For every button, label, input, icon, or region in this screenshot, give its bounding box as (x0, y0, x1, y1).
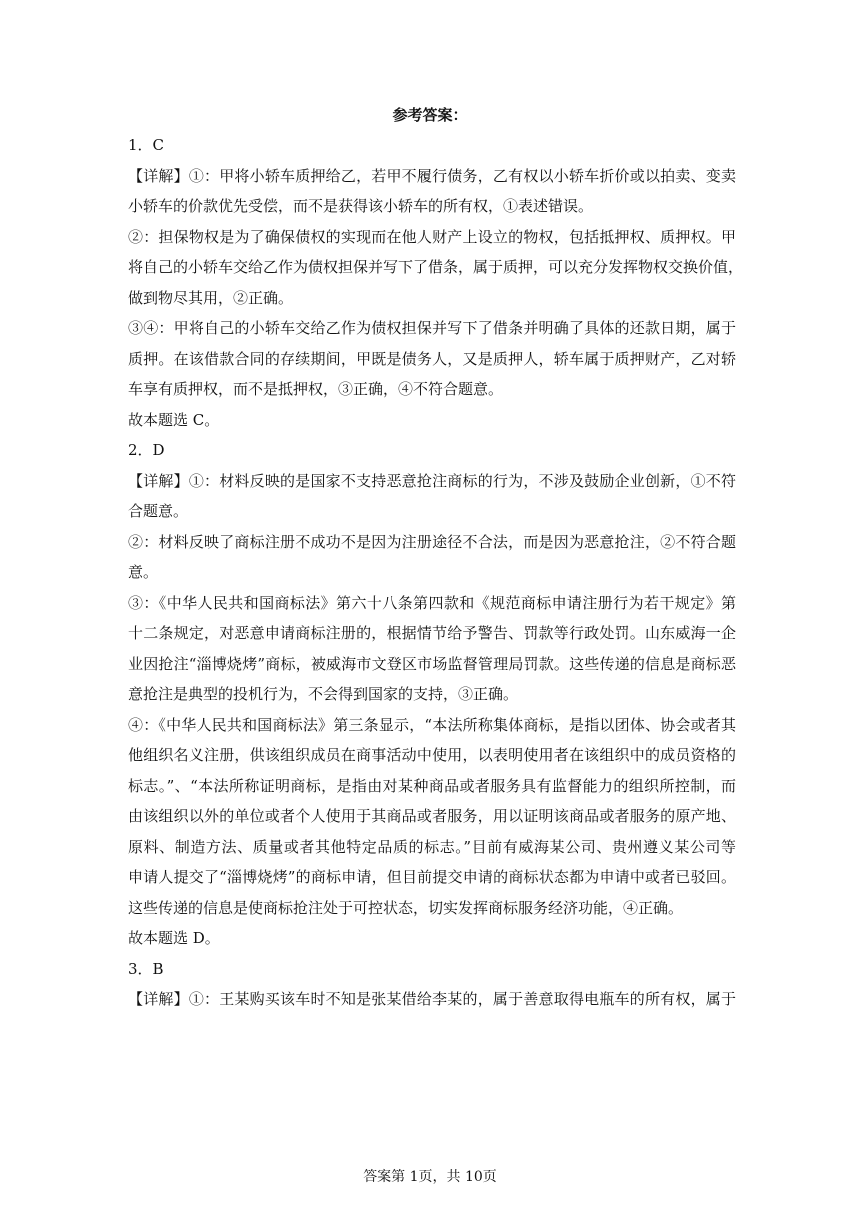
text-line: 【详解】①：材料反映的是国家不支持恶意抢注商标的行为，不涉及鼓励企业创新，①不符 (128, 471, 736, 490)
text-line: 申请人提交了“淄博烧烤”的商标申请，但目前提交申请的商标状态都为申请中或者已驳回。 (128, 868, 736, 886)
text-line: 业因抢注“淄博烧烤”商标，被威海市文登区市场监督管理局罚款。这些传递的信息是商标恶 (128, 654, 736, 673)
text-line: ②：担保物权是为了确保债权的实现而在他人财产上设立的物权，包括抵押权、质押权。甲 (128, 227, 736, 246)
text-line: 他组织名义注册，供该组织成员在商事活动中使用，以表明使用者在该组织中的成员资格的 (128, 746, 736, 764)
text-line: 原料、制造方法、质量或者其他特定品质的标志。”目前有威海某公司、贵州遵义某公司等 (128, 837, 736, 856)
text-line: 将自己的小轿车交给乙作为债权担保并写下了借条，属于质押，可以充分发挥物权交换价值， (128, 258, 744, 276)
page-footer: 答案第 1页，共 10页 (363, 1169, 497, 1185)
page-title: 参考答案： (392, 106, 468, 124)
text-line: 意抢注是典型的投机行为，不会得到国家的支持，③正确。 (128, 685, 519, 703)
text-line: 标志。”、“本法所称证明商标，是指由对某种商品或者服务具有监督能力的组织所控制，而 (128, 776, 736, 795)
text-line: 小轿车的价款优先受偿，而不是获得该小轿车的所有权，①表述错误。 (128, 197, 594, 215)
text-line: 质押。在该借款合同的存续期间，甲既是债务人，又是质押人，轿车属于质押财产，乙对轿 (128, 349, 736, 368)
text-line: 由该组织以外的单位或者个人使用于其商品或者服务，用以证明该商品或者服务的原产地、 (128, 807, 736, 825)
text-line: 十二条规定，对恶意申请商标注册的，根据情节给予警告、罚款等行政处罚。山东威海一企 (128, 624, 736, 642)
text-line: 车享有质押权，而不是抵押权，③正确，④不符合题意。 (128, 380, 504, 398)
text-line: ②：材料反映了商标注册不成功不是因为注册途径不合法，而是因为恶意抢注，②不符合题 (128, 532, 736, 551)
text-line: 合题意。 (128, 502, 189, 520)
text-line: 3．B (128, 959, 164, 978)
text-line: 做到物尽其用，②正确。 (128, 288, 294, 307)
text-line: ③：《中华人民共和国商标法》第六十八条第四款和《规范商标申请注册行为若干规定》第 (128, 593, 736, 612)
text-line: 意。 (128, 563, 159, 581)
text-line: 故本题选 D。 (128, 929, 220, 947)
text-line: 【详解】①：甲将小轿车质押给乙，若甲不履行债务，乙有权以小轿车折价或以拍卖、变卖 (128, 166, 736, 185)
text-line: ④：《中华人民共和国商标法》第三条显示，“本法所称集体商标，是指以团体、协会或者其 (128, 715, 736, 734)
text-line: 【详解】①：王某购买该车时不知是张某借给李某的，属于善意取得电瓶车的所有权，属于 (128, 990, 736, 1008)
text-line: ③④：甲将自己的小轿车交给乙作为债权担保并写下了借条并明确了具体的还款日期，属于 (128, 319, 736, 337)
answer-body (128, 130, 744, 1015)
text-line: 故本题选 C。 (128, 410, 220, 429)
text-line: 这些传递的信息是使商标抢注处于可控状态，切实发挥商标服务经济功能，④正确。 (128, 898, 684, 917)
text-line: 2．D (128, 441, 165, 459)
text-line: 1．C (128, 136, 165, 154)
